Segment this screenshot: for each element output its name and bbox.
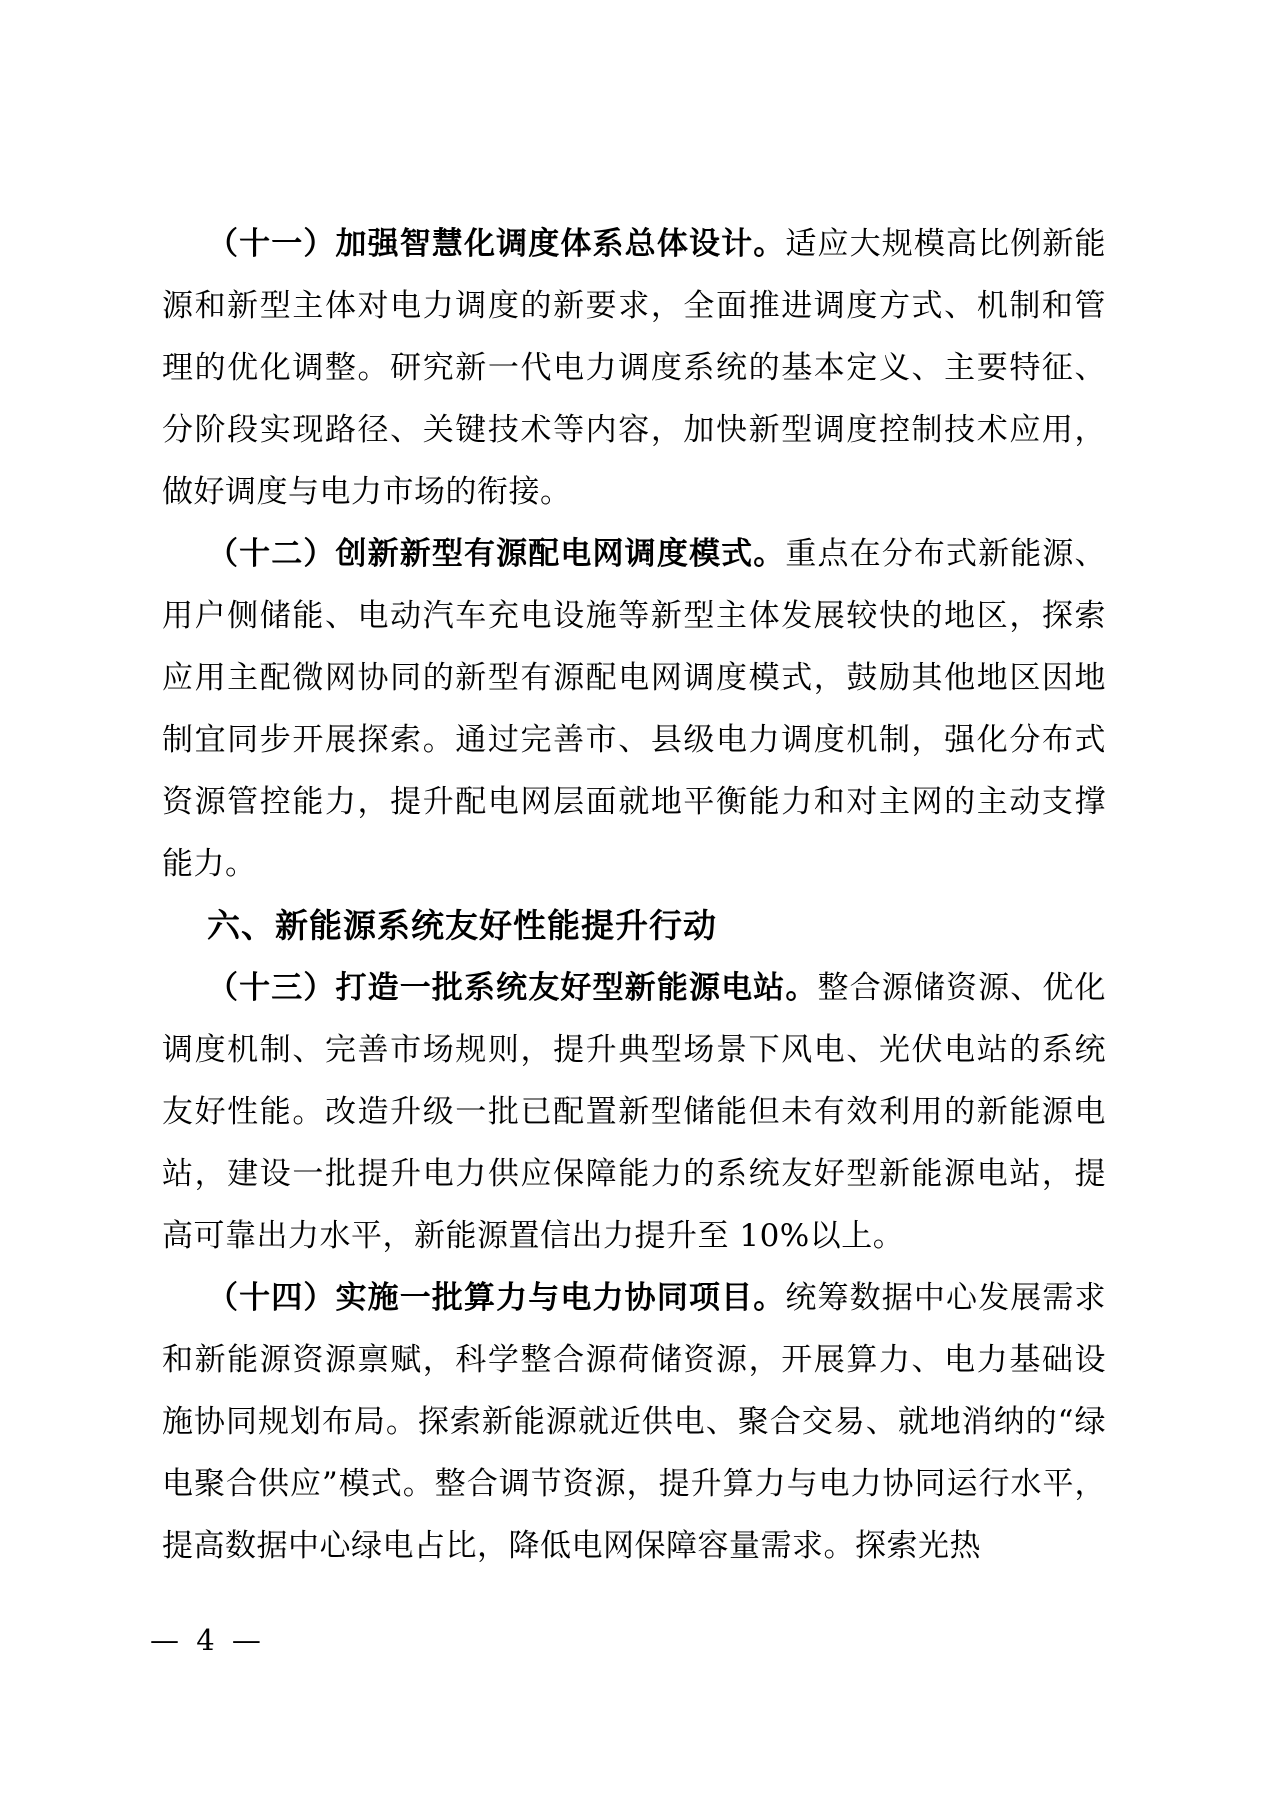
paragraph-12 bbox=[162, 523, 1106, 895]
paragraph-14-text: 统筹数据中心发展需求和新能源资源禀赋，科学整合源荷储资源，开展算力、电力基础设施协同规划布局。探索新能源就近供电、聚合交易、就地消纳的“绿电聚合供应”模式。整合调节资源，提升算力与电力协同运行水平，提高数据中心绿电占比，降低电网保障容量需求。探索光热 bbox=[162, 1280, 1107, 1564]
paragraph-11-lead: （十一）加强智慧化调度体系总体设计。 bbox=[207, 226, 786, 262]
page-footer bbox=[150, 1622, 265, 1658]
paragraph-13-text: 整合源储资源、优化调度机制、完善市场规则，提升典型场景下风电、光伏电站的系统友好性能。改造升级一批已配置新型储能但未有效利用的新能源电站，建设一批提升电力供应保障能力的系统友好型新能源电站，提高可靠出力水平，新能源置信出力提升至 10%以上。 bbox=[162, 970, 1107, 1254]
paragraph-14-lead: （十四）实施一批算力与电力协同项目。 bbox=[207, 1280, 786, 1316]
paragraph-13-lead: （十三）打造一批系统友好型新能源电站。 bbox=[207, 970, 818, 1006]
paragraph-11 bbox=[162, 213, 1106, 523]
document-body bbox=[162, 213, 1106, 1577]
paragraph-14 bbox=[162, 1267, 1106, 1577]
paragraph-12-text: 重点在分布式新能源、用户侧储能、电动汽车充电设施等新型主体发展较快的地区，探索应用主配微网协同的新型有源配电网调度模式，鼓励其他地区因地制宜同步开展探索。通过完善市、县级电力调度机制，强化分布式资源管控能力，提升配电网层面就地平衡能力和对主网的主动支撑能力。 bbox=[162, 536, 1107, 882]
paragraph-13 bbox=[162, 957, 1106, 1267]
section-heading-six: 六、新能源系统友好性能提升行动 bbox=[207, 907, 717, 944]
paragraph-12-lead: （十二）创新新型有源配电网调度模式。 bbox=[207, 536, 786, 572]
paragraph-11-text: 适应大规模高比例新能源和新型主体对电力调度的新要求，全面推进调度方式、机制和管理的优化调整。研究新一代电力调度系统的基本定义、主要特征、分阶段实现路径、关键技术等内容，加快新型调度控制技术应用，做好调度与电力市场的衔接。 bbox=[162, 226, 1107, 510]
page-number: — 4 — bbox=[150, 1623, 265, 1657]
